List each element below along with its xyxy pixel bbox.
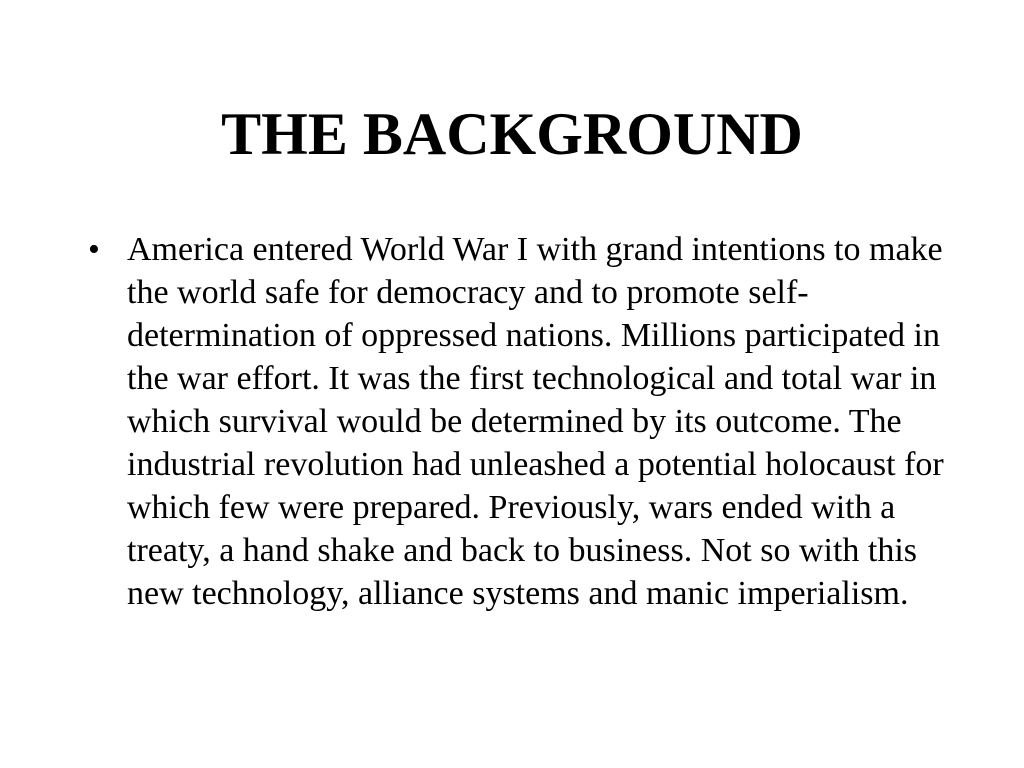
bullet-text: America entered World War I with grand intentions to make the world safe for democracy and to promote self-determination of oppressed nations. Millions participated in the war effort. It was the first technological and total war in which survival would be determined by its outcome. The industrial revolution had unleashed a potential holocaust for which few were prepared. Previously, wars ended with a treaty, a hand shake and back to business. Not so with this new technology, alliance systems and manic imperialism.: [127, 231, 944, 612]
bullet-list: [84, 228, 944, 615]
bullet-icon: •: [88, 231, 100, 268]
bullet-item: [84, 228, 944, 615]
slide-title: THE BACKGROUND: [221, 101, 803, 167]
